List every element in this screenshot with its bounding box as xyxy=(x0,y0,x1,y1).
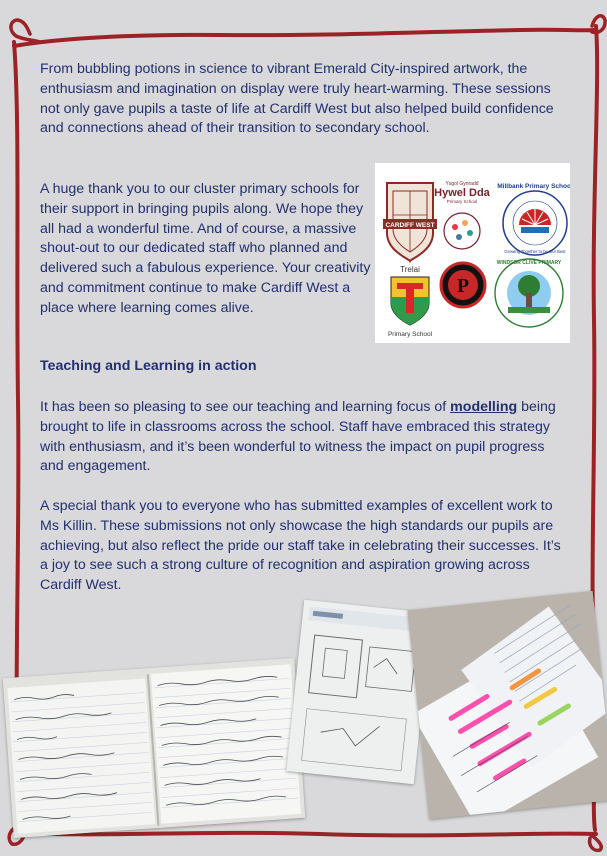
p-badge-logo xyxy=(439,259,487,311)
svg-text:Trelai: Trelai xyxy=(400,265,420,274)
windsor-clive-logo xyxy=(495,259,563,327)
svg-text:Growing Together to be Our Bes: Growing Together to be Our Best xyxy=(504,249,566,254)
intro-paragraph: From bubbling potions in science to vibrant Emerald City-inspired artwork, the enthusiasm and imagination on display were truly heart-warming. These sessions not only gave pupils a taste of life at Cardiff West but also helped build confidence and connections ahead of their transition to secondary school. xyxy=(40,61,554,137)
cardiff-west-label: CARDIFF WEST xyxy=(385,222,435,229)
teaching-paragraph: It has been so pleasing to see our teaching and learning focus of modelling being brought to life in classrooms across the school. Staff have embraced this strategy with enthusiasm, and it’s been wonderful to witness the impact on pupil progress and engagement. xyxy=(40,399,556,475)
thanks-paragraph: A huge thank you to our cluster primary schools for their support in bringing pupils along. We hope they all had a wonderful time. And of course, a massive shout-out to our dedicated staff who planned and delivered such a fabulous experience. Your creativity and commitment continue to make Cardiff West a place where learning comes alive. xyxy=(40,181,371,316)
hywel-dda-logo xyxy=(434,181,491,249)
millbank-label: Millbank Primary School xyxy=(497,183,570,190)
submissions-paragraph: A special thank you to everyone who has submitted examples of excellent work to Ms Killin. These submissions not only showcase the high standards our pupils are achieving, but also reflect the pride our staff take in celebrating their successes. It’s a joy to see such a strong culture of recognition and aspiration growing across Cardiff West. xyxy=(40,498,561,594)
highlighted-notes-photo xyxy=(408,591,607,819)
cardiff-west-logo xyxy=(383,183,437,261)
svg-text:Primary School: Primary School xyxy=(446,199,478,204)
svg-text:Hywel Dda: Hywel Dda xyxy=(434,187,490,199)
windsor-clive-label: WINDSOR CLIVE PRIMARY xyxy=(496,260,562,266)
trelai-logo xyxy=(388,265,433,338)
svg-text:P: P xyxy=(456,275,470,297)
millbank-logo xyxy=(497,183,570,255)
svg-text:Primary School: Primary School xyxy=(387,331,433,338)
svg-text:Ysgol Gynradd: Ysgol Gynradd xyxy=(445,181,479,187)
section-heading: Teaching and Learning in action xyxy=(40,358,257,374)
modelling-highlight: modelling xyxy=(450,399,518,415)
exercise-book-photo xyxy=(3,658,305,838)
cluster-school-logos xyxy=(375,163,570,343)
